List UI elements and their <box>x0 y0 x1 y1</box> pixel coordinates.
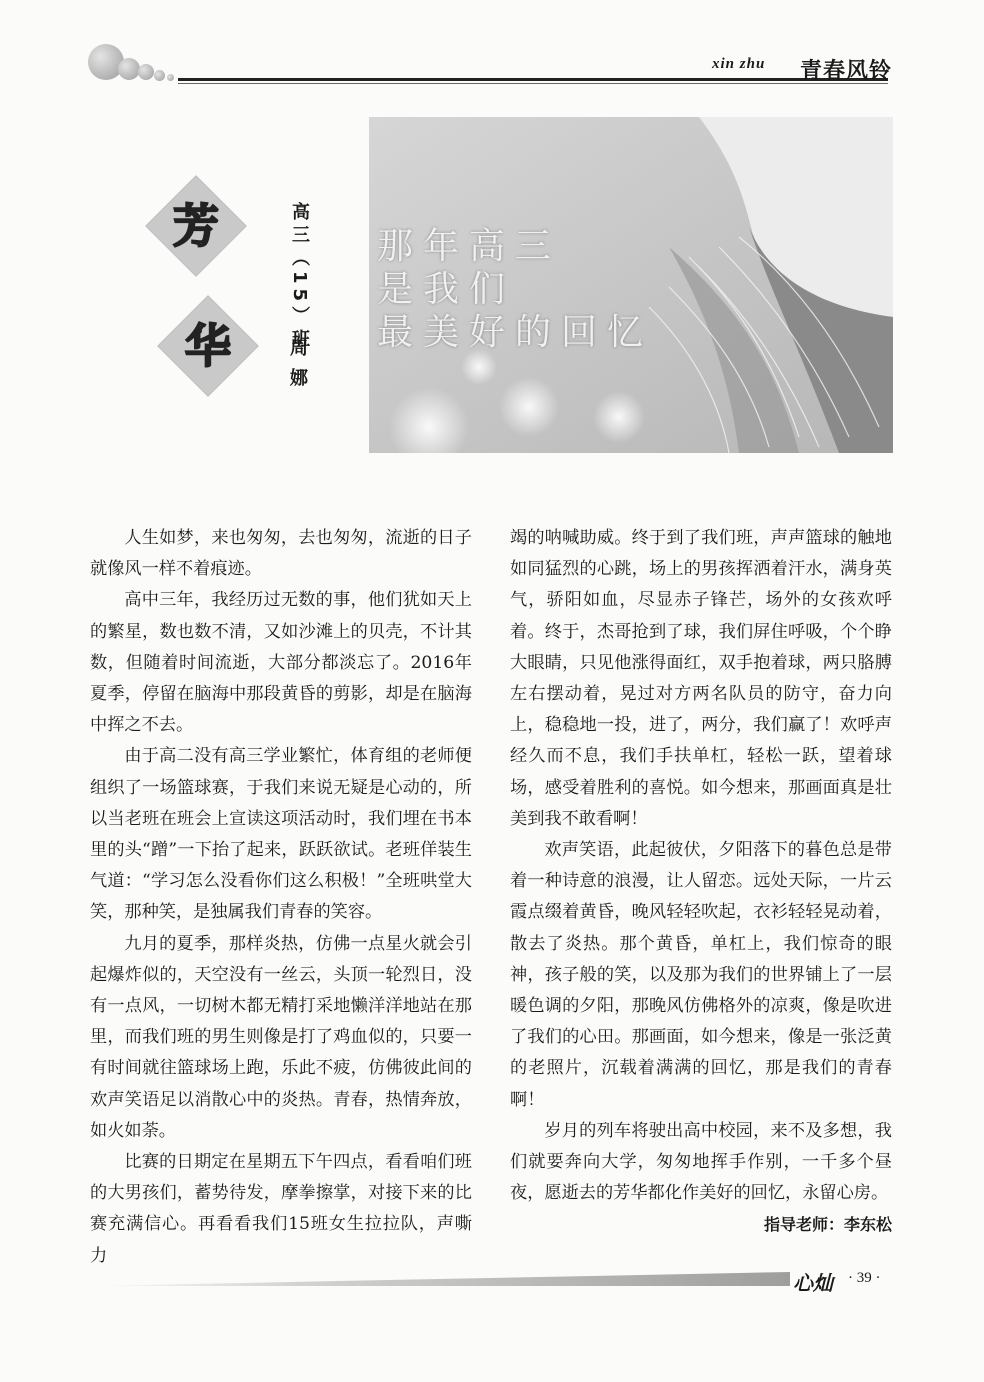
footer-magazine-name: 心灿 <box>793 1271 833 1295</box>
header-latin-text: xin zhu <box>712 56 766 72</box>
body-column-right <box>510 523 892 1241</box>
byline-author: 周娜 <box>287 338 308 398</box>
paragraph: 九月的夏季，那样炎热，仿佛一点星火就会引起爆炸似的，天空没有一丝云，头顶一轮烈日，没有一点风，一切树木都无精打采地懒洋洋地站在那里，而我们班的男生则像是打了鸡血似的，只要一有时间就往篮球场上跑，乐此不疲，仿佛彼此间的欢声笑语足以消散心中的炎热。青春，热情奔放，如火如荼。 <box>90 933 472 1141</box>
header-rule-thin <box>178 83 888 84</box>
body-column-left <box>90 523 472 1272</box>
page-number: · 39 · <box>848 1270 881 1286</box>
title-char-1: 芳 <box>173 199 219 253</box>
header-dots-decoration <box>88 44 188 84</box>
paragraph-continued: 竭的呐喊助威。终于到了我们班，声声篮球的触地如同猛烈的心跳，场上的男孩挥洒着汗水，满身英气，骄阳如血，尽显赤子锋芒，场外的女孩欢呼着。终于，杰哥抢到了球，我们屏住呼吸，个个睁大眼睛，只见他涨得面红，双手抱着球，两只胳膊左右摆动着，晃过对方两名队员的防守，奋力向上，稳稳地一投，进了，两分，我们赢了！欢呼声经久而不息，我们手扶单杠，轻松一跃，望着球场，感受着胜利的喜悦。如今想来，那画面真是壮美到我不敢看啊！ <box>510 528 892 829</box>
title-diamond-1 <box>148 178 244 274</box>
photo-caption: 那年高三 是我们 最美好的回忆 <box>377 226 654 354</box>
advisor-credit: 指导老师：李东松 <box>763 1215 892 1235</box>
paragraph: 比赛的日期定在星期五下午四点，看看咱们班的大男孩们，蓄势待发，摩拳擦掌，对接下来的比赛充满信心。再看看我们15班女生拉拉队，声嘶力 <box>90 1152 472 1266</box>
paragraph: 人生如梦，来也匆匆，去也匆匆，流逝的日子就像风一样不着痕迹。 <box>90 528 472 580</box>
title-diamond-2 <box>160 298 256 394</box>
footer-bar <box>90 1272 790 1286</box>
header-rule <box>178 78 888 81</box>
paragraph: 高中三年，我经历过无数的事，他们犹如天上的繁星，数也数不清，又如沙滩上的贝壳，不计其数，但随着时间流逝，大部分都淡忘了。2016年夏季，停留在脑海中那段黄昏的剪影，却是在脑海中挥之不去。 <box>90 590 472 736</box>
paragraph: 由于高二没有高三学业繁忙，体育组的老师便组织了一场篮球赛，于我们来说无疑是心动的，所以当老班在班会上宣读这项活动时，我们埋在书本里的头“蹭”一下抬了起来，跃跃欲试。老班佯装生气道：“学习怎么没看你们这么积极！”全班哄堂大笑，那种笑，是独属我们青春的笑容。 <box>90 746 472 923</box>
title-char-2: 华 <box>185 319 231 373</box>
paragraph: 岁月的列车将驶出高中校园，来不及多想，我们就要奔向大学，匆匆地挥手作别，一千多个昼夜，愿逝去的芳华都化作美好的回忆，永留心房。 <box>510 1120 892 1204</box>
section-title: 青春风铃 <box>800 59 893 84</box>
byline-class: 高三（15）班 <box>289 202 310 353</box>
header-photo <box>369 117 893 453</box>
paragraph: 欢声笑语，此起彼伏，夕阳落下的暮色总是带着一种诗意的浪漫，让人留恋。远处天际，一片云霞点缀着黄昏，晚风轻轻吹起，衣衫轻轻晃动着，散去了炎热。那个黄昏，单杠上，我们惊奇的眼神，孩子般的笑，以及那为我们的世界铺上了一层暖色调的夕阳，那晚风仿佛格外的凉爽，像是吹进了我们的心田。那画面，如今想来，像是一张泛黄的老照片，沉载着满满的回忆，那是我们的青春啊！ <box>510 840 892 1110</box>
